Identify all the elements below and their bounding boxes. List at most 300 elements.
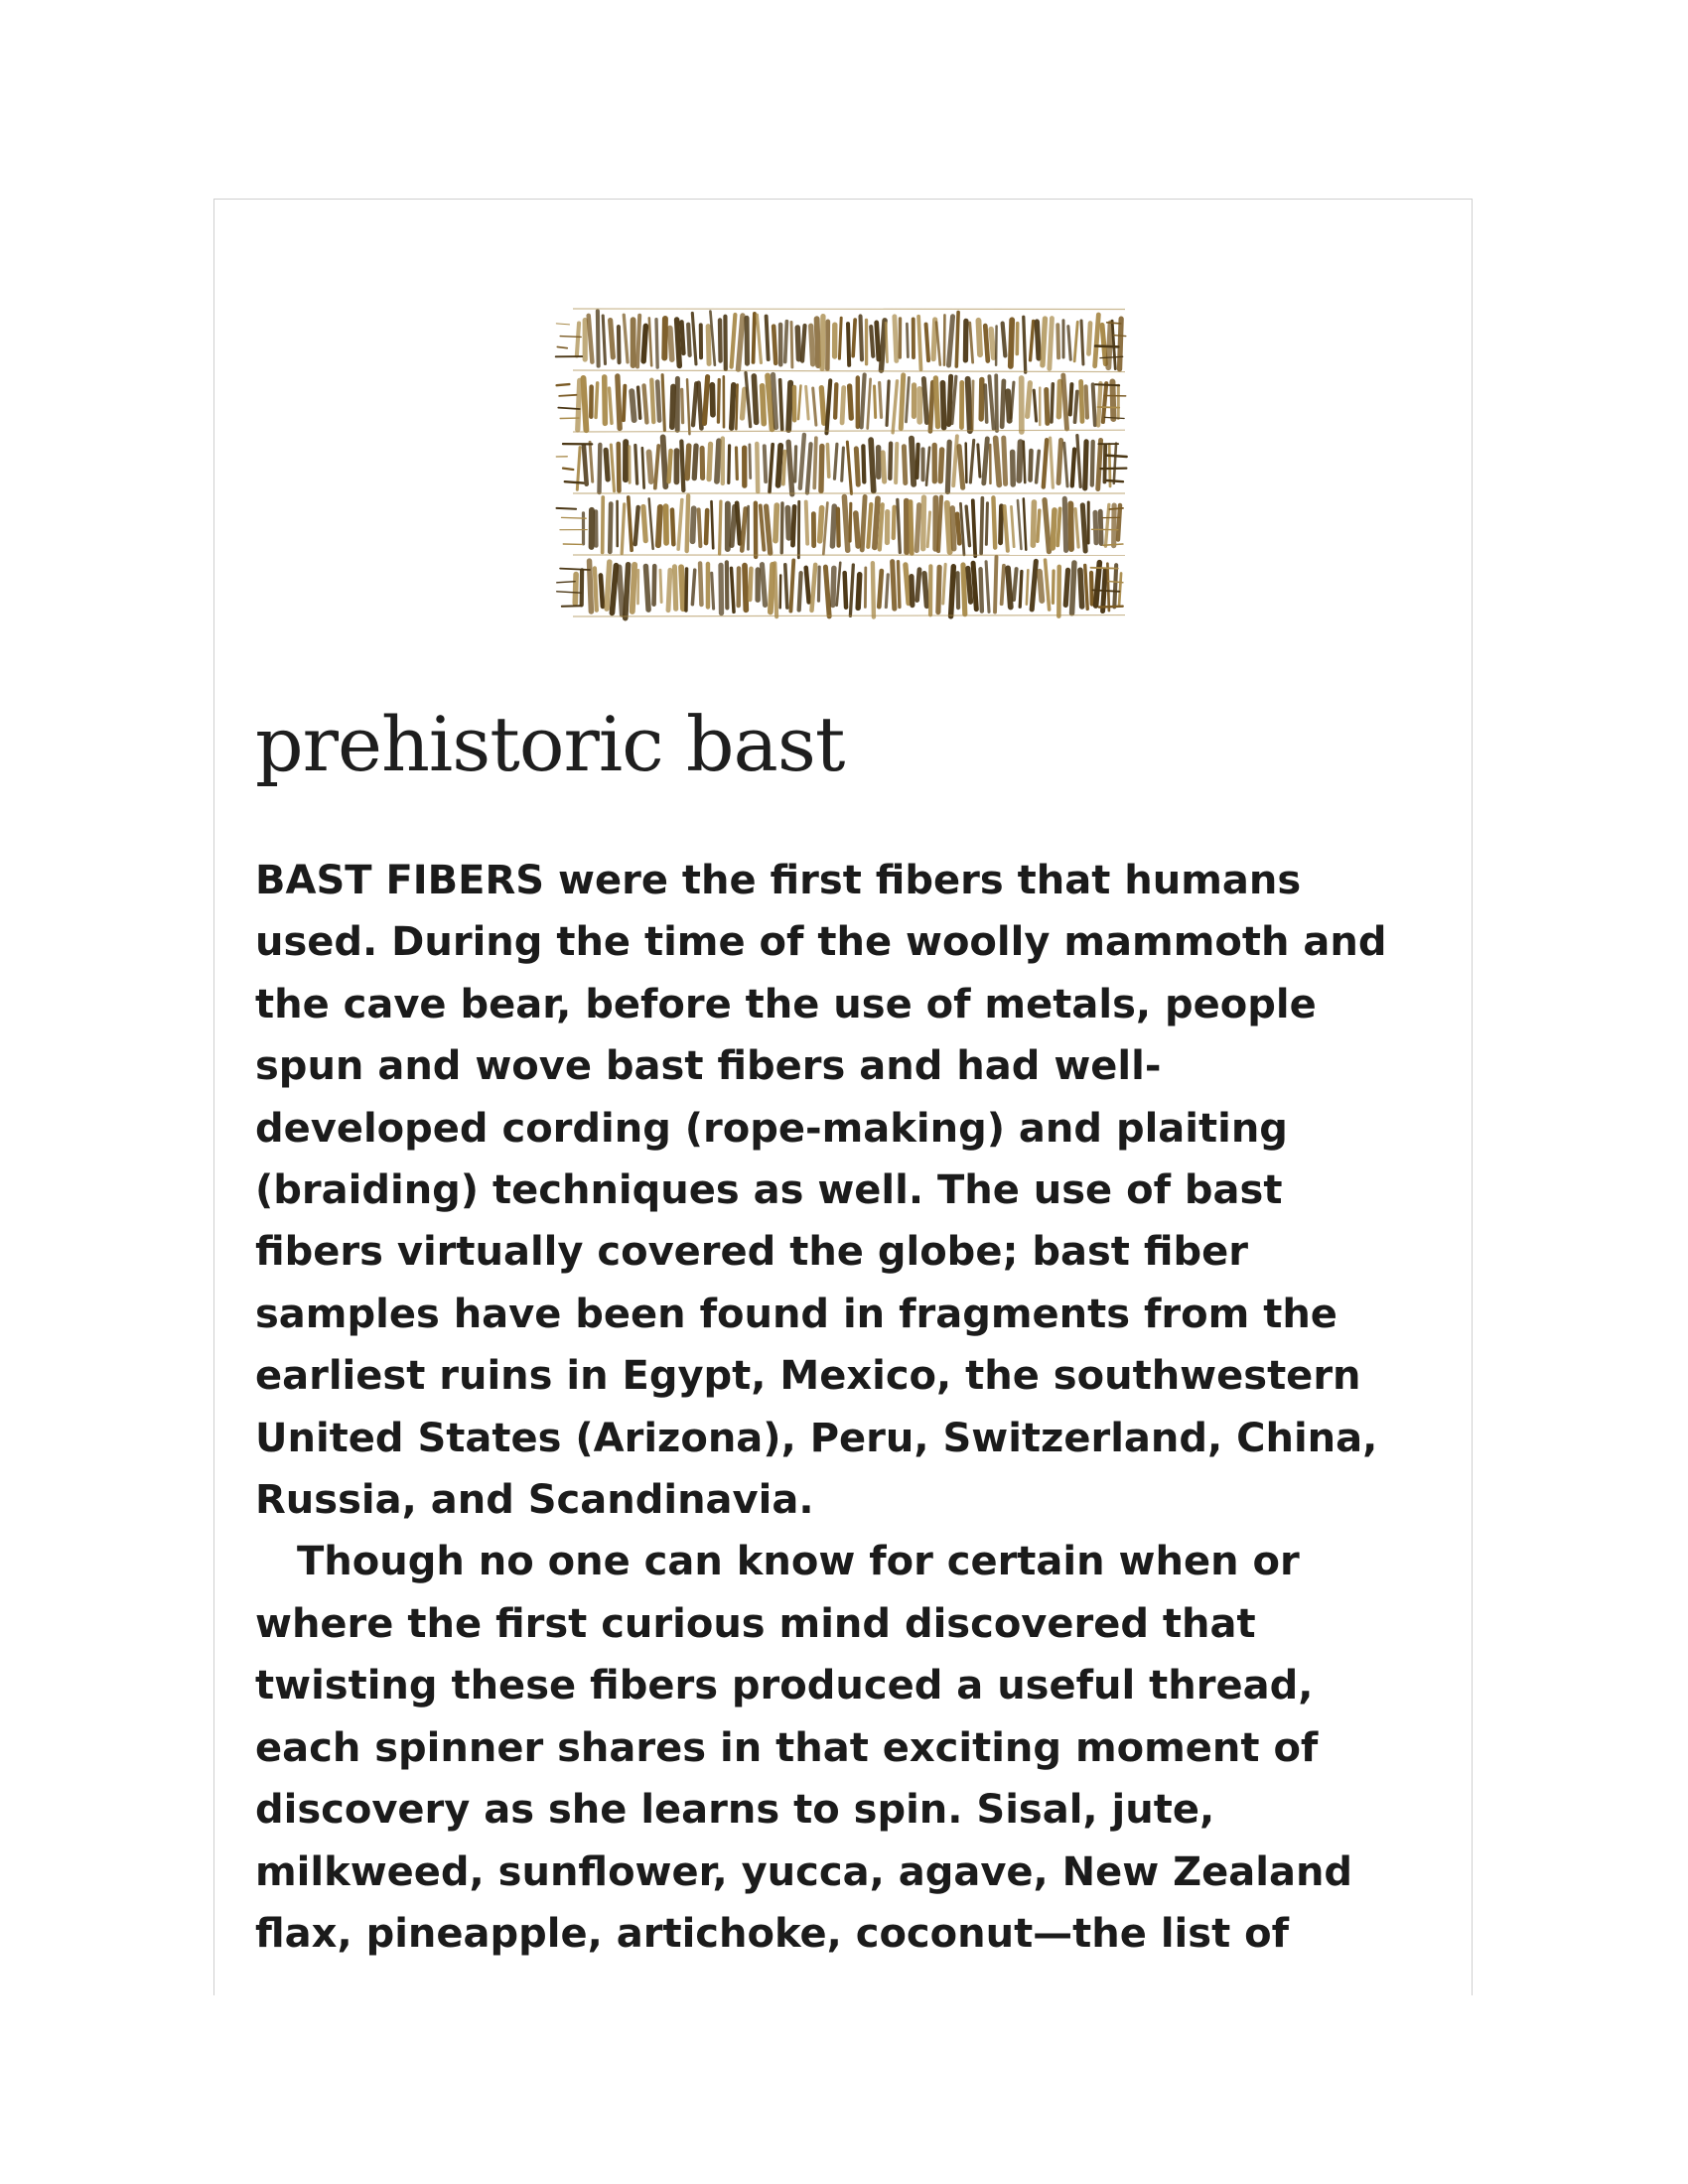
fiber-strand	[653, 444, 661, 490]
fiber-strand	[1005, 565, 1014, 610]
fiber-strand	[596, 309, 601, 367]
fiber-strand	[633, 444, 638, 485]
fiber-strand	[932, 443, 937, 484]
fiber-strand	[691, 443, 698, 480]
fiber-strand	[691, 312, 698, 366]
fiber-strand	[676, 498, 683, 551]
fiber-strand	[995, 325, 998, 366]
fiber-strand	[665, 568, 672, 613]
frayed-fiber-end	[1095, 384, 1119, 385]
fiber-strand	[978, 377, 984, 422]
fiber-strand	[778, 323, 783, 367]
fiber-strand	[784, 505, 791, 541]
fiber-strand	[1077, 567, 1085, 610]
fiber-strand	[723, 375, 726, 429]
fiber-strand	[811, 386, 817, 426]
fiber-strand	[748, 566, 754, 602]
fiber-strand	[993, 555, 998, 614]
fiber-strand	[684, 493, 690, 553]
fiber-strand	[1010, 505, 1016, 548]
fiber-strand	[723, 315, 728, 371]
frayed-fiber-end	[1091, 568, 1118, 569]
text-line: samples have been found in fragments from the	[255, 1291, 1337, 1337]
fiber-strand	[803, 565, 811, 605]
text-line: the cave bear, before the use of metals, people	[255, 981, 1317, 1027]
fiber-strand	[742, 563, 749, 614]
fiber-strand	[623, 439, 629, 482]
fiber-strand	[572, 572, 579, 607]
fiber-strand	[892, 314, 899, 363]
fiber-strand	[684, 443, 691, 480]
fiber-strand	[1091, 382, 1097, 427]
fiber-strand	[640, 323, 648, 363]
fiber-strand	[1087, 500, 1090, 544]
fiber-strand	[721, 436, 725, 485]
body-text	[255, 850, 1457, 1965]
fiber-strand	[840, 446, 845, 481]
fiber-strand	[797, 500, 800, 559]
fiber-strand	[851, 318, 857, 357]
fiber-strand	[818, 444, 824, 493]
fiber-strand	[794, 325, 801, 361]
text-line: used. During the time of the woolly mammoth and	[255, 919, 1387, 966]
fiber-strand	[1070, 447, 1077, 487]
fiber-strand	[1012, 567, 1019, 602]
fiber-strand	[976, 443, 981, 478]
fiber-strand	[1000, 321, 1007, 357]
fiber-strand	[1022, 497, 1027, 551]
fiber-strand	[1075, 434, 1082, 488]
fiber-strand	[647, 497, 654, 550]
frayed-fiber-end	[557, 346, 567, 347]
fiber-strand	[748, 443, 752, 478]
woven-bast-fabric-image	[551, 293, 1147, 640]
fiber-strand	[928, 564, 933, 616]
fiber-strand	[635, 314, 641, 369]
fiber-strand	[906, 323, 910, 358]
fiber-strand	[975, 318, 983, 357]
fiber-strand	[846, 440, 853, 494]
fiber-strand	[955, 571, 960, 610]
fiber-strand	[885, 509, 891, 545]
fiber-strand	[697, 507, 703, 548]
fiber-strand	[798, 433, 807, 491]
frayed-fiber-end	[1099, 607, 1123, 608]
fiber-strand	[756, 313, 764, 364]
fiber-strand	[855, 572, 862, 611]
fiber-strand	[1073, 390, 1079, 425]
weft-thread	[573, 309, 1125, 310]
fiber-strand	[675, 376, 680, 433]
fiber-strand	[896, 498, 902, 555]
fiber-strand	[1079, 319, 1084, 365]
frayed-fiber-end	[1098, 407, 1120, 408]
fiber-strand	[1022, 440, 1026, 483]
fiber-strand	[783, 563, 789, 610]
fiber-strand	[744, 316, 750, 366]
fiber-strand	[1041, 438, 1049, 489]
fiber-strand	[623, 314, 630, 364]
fiber-strand	[1002, 504, 1010, 553]
frayed-fiber-end	[562, 606, 582, 607]
frayed-fiber-end	[1107, 323, 1121, 324]
fiber-strand	[1068, 382, 1074, 417]
fiber-strand	[849, 502, 853, 543]
fiber-strand	[912, 317, 915, 359]
fiber-strand	[1022, 316, 1027, 374]
fiber-strand	[1035, 449, 1041, 483]
fiber-strand	[940, 380, 947, 431]
fiber-strand	[890, 559, 897, 612]
fiber-strand	[909, 436, 916, 487]
fiber-strand	[943, 314, 946, 366]
fiber-strand	[1001, 436, 1008, 486]
fiber-strand	[869, 325, 875, 358]
paragraph-2	[255, 1531, 1457, 1965]
fiber-strand	[1103, 444, 1108, 483]
fiber-strand	[871, 561, 877, 619]
fiber-strand	[674, 448, 680, 484]
fiber-strand	[1017, 499, 1023, 551]
frayed-fiber-end	[557, 582, 576, 583]
fiber-strand	[1083, 384, 1089, 420]
fiber-strand	[706, 442, 713, 482]
fiber-strand	[608, 501, 614, 554]
fiber-strand	[699, 323, 703, 359]
fiber-strand	[582, 511, 585, 545]
fiber-strand	[710, 572, 715, 611]
page-title: prehistoric bast	[255, 700, 845, 788]
weft-thread	[573, 430, 1125, 432]
fiber-strand	[602, 314, 608, 365]
fiber-strand	[833, 382, 839, 420]
fiber-strand	[1047, 316, 1055, 371]
fiber-strand	[1028, 449, 1034, 482]
fiber-strand	[954, 311, 960, 368]
fiber-strand	[796, 571, 802, 613]
fiber-strand	[655, 379, 662, 423]
fiber-strand	[1073, 507, 1079, 549]
fiber-strand	[736, 313, 746, 372]
fiber-strand	[778, 574, 781, 609]
fiber-strand	[628, 445, 631, 484]
fiber-strand	[636, 385, 642, 420]
fiber-strand	[1066, 325, 1072, 361]
fiber-strand	[873, 384, 877, 419]
fiber-strand	[926, 510, 932, 548]
fiber-strand	[610, 443, 616, 492]
fiber-strand	[608, 386, 614, 425]
fiber-strand	[899, 317, 903, 359]
fiber-strand	[633, 505, 640, 547]
fiber-strand	[1019, 375, 1025, 435]
text-line: discovery as she learns to spin. Sisal, jute,	[255, 1787, 1215, 1834]
text-line: fibers virtually covered the globe; bast fiber	[255, 1229, 1248, 1276]
fiber-strand	[925, 446, 931, 486]
fiber-strand	[935, 565, 942, 615]
fiber-strand	[1000, 564, 1006, 606]
fiber-strand	[710, 500, 715, 550]
fiber-strand	[645, 449, 654, 484]
fiber-strand	[1078, 379, 1084, 424]
fiber-strand	[993, 435, 1003, 487]
fiber-strand	[627, 495, 633, 552]
fiber-strand	[832, 322, 838, 358]
fiber-strand	[956, 444, 965, 490]
fiber-strand	[865, 319, 868, 366]
fiber-strand	[736, 566, 741, 608]
fiber-strand	[583, 318, 588, 362]
fiber-strand	[1073, 321, 1079, 363]
fiber-strand	[763, 444, 769, 483]
fiber-strand	[1029, 320, 1036, 362]
fiber-strand	[1092, 510, 1098, 546]
fiber-strand	[1060, 372, 1069, 431]
fiber-strand	[885, 573, 890, 609]
fiber-strand	[825, 319, 830, 370]
fiber-strand	[581, 443, 589, 486]
fiber-strand	[1015, 322, 1019, 355]
fiber-strand	[846, 322, 851, 367]
text-line: BAST FIBERS were the first fibers that humans	[255, 858, 1302, 903]
fiber-strand	[691, 568, 697, 606]
fiber-strand	[909, 574, 914, 608]
frayed-fiber-end	[1095, 346, 1118, 347]
fiber-strand	[1106, 562, 1110, 612]
fiber-strand	[640, 504, 648, 544]
fiber-strand	[916, 315, 922, 371]
fiber-strand	[842, 571, 848, 610]
fiber-strand	[1089, 571, 1094, 607]
fiber-strand	[727, 444, 731, 484]
fiber-strand	[830, 566, 837, 609]
fiber-strand	[594, 509, 599, 548]
fiber-strand	[894, 442, 899, 484]
fiber-strand	[772, 324, 778, 365]
fiber-strand	[1067, 500, 1074, 552]
fiber-strand	[661, 373, 666, 432]
fiber-strand	[655, 504, 663, 549]
fiber-strand	[838, 317, 843, 360]
fiber-strand	[755, 442, 761, 494]
fiber-strand	[792, 385, 797, 423]
fiber-strand	[1098, 509, 1104, 546]
fiber-strand	[1056, 565, 1061, 618]
fiber-strand	[608, 318, 616, 360]
fiber-strand	[580, 568, 585, 607]
fiber-strand	[622, 384, 627, 423]
fiber-strand	[672, 564, 679, 612]
text-line: United States (Arizona), Peru, Switzerland, China,	[255, 1415, 1378, 1461]
fiber-strand	[752, 312, 757, 364]
fiber-strand	[765, 315, 771, 362]
frayed-fiber-end	[565, 481, 584, 482]
fiber-strand	[1069, 560, 1077, 615]
fiber-strand	[686, 378, 691, 436]
fiber-strand	[760, 562, 769, 608]
fiber-strand	[1086, 321, 1093, 356]
fiber-strand	[1061, 319, 1064, 358]
fiber-strand	[1055, 438, 1063, 485]
fiber-strand	[933, 375, 941, 429]
text-line: where the first curious mind discovered that	[255, 1600, 1256, 1647]
fiber-strand	[1062, 442, 1068, 488]
fiber-strand	[643, 564, 651, 613]
fiber-strand	[1029, 559, 1039, 613]
fiber-strand	[817, 565, 821, 602]
fiber-strand	[589, 384, 594, 419]
fiber-strand	[797, 384, 802, 420]
fiber-strand	[989, 444, 992, 484]
fiber-strand	[861, 444, 866, 483]
fiber-strand	[859, 372, 866, 429]
text-line: milkweed, sunflower, yucca, agave, New Zealand	[255, 1848, 1353, 1895]
fiber-strand	[686, 323, 692, 358]
frayed-fiber-end	[1104, 417, 1124, 418]
fiber-strand	[709, 382, 715, 418]
fiber-strand	[981, 436, 990, 485]
fiber-strand	[840, 385, 847, 425]
fiber-strand	[773, 502, 779, 543]
fiber-strand	[754, 500, 759, 559]
fiber-strand	[783, 320, 789, 364]
fiber-strand	[747, 505, 750, 551]
fiber-strand	[1062, 496, 1069, 553]
fiber-strand	[921, 447, 925, 481]
fiber-strand	[706, 562, 711, 610]
fiber-strand	[679, 439, 685, 492]
fiber-strand	[888, 441, 893, 480]
fiber-strand	[735, 446, 739, 480]
frayed-fiber-end	[1109, 508, 1123, 509]
fiber-strand	[1044, 387, 1050, 426]
fiber-strand	[780, 501, 784, 554]
frayed-fiber-end	[557, 508, 577, 509]
fiber-strand	[602, 374, 608, 426]
fiber-strand	[1000, 378, 1007, 429]
fiber-strand	[718, 563, 724, 616]
text-line: earliest ruins in Egypt, Mexico, the southwestern	[255, 1353, 1361, 1400]
fiber-strand	[689, 505, 696, 544]
text-line: Russia, and Scandinavia.	[255, 1477, 814, 1524]
fiber-strand	[800, 324, 807, 363]
fiber-strand	[964, 504, 971, 547]
frayed-fiber-end	[563, 469, 573, 470]
fiber-strand	[1026, 569, 1030, 606]
frayed-fiber-end	[1100, 469, 1126, 470]
fiber-strand	[854, 446, 861, 487]
frayed-fiber-end	[1113, 336, 1125, 337]
fiber-strand	[985, 501, 989, 546]
fiber-strand	[704, 508, 710, 546]
fiber-strand	[968, 322, 974, 364]
fiber-strand	[923, 323, 930, 363]
fiber-strand	[729, 313, 737, 369]
fiber-strand	[945, 440, 952, 495]
fiber-strand	[603, 448, 611, 482]
paragraph-1	[255, 850, 1457, 1531]
fiber-strand	[892, 505, 897, 541]
fiber-strand	[849, 563, 855, 617]
fiber-strand	[1037, 569, 1046, 605]
fiber-strand	[937, 447, 944, 483]
weft-thread	[573, 615, 1125, 616]
fiber-strand	[1010, 450, 1016, 487]
fiber-strand	[790, 321, 794, 368]
fiber-strand	[640, 447, 645, 489]
fiber-strand	[991, 495, 997, 550]
frayed-fiber-end	[562, 517, 587, 518]
fiber-strand	[1117, 384, 1120, 420]
fiber-strand	[667, 326, 675, 363]
fiber-strand	[718, 499, 723, 555]
frayed-fiber-end	[559, 395, 576, 396]
fiber-strand	[742, 445, 747, 487]
fiber-strand	[617, 325, 622, 364]
fiber-strand	[858, 314, 864, 361]
fiber-strand	[856, 375, 860, 429]
fiber-strand	[1090, 440, 1095, 487]
fiber-strand	[601, 495, 605, 554]
fiber-strand	[914, 443, 919, 479]
fiber-strand	[836, 506, 841, 547]
fiber-strand	[663, 503, 669, 546]
text-line: flax, pineapple, artichoke, coconut—the list of	[255, 1910, 1289, 1957]
fiber-strand	[941, 563, 947, 606]
fiber-strand	[1092, 312, 1101, 368]
fiber-strand	[971, 498, 977, 558]
fiber-strand	[864, 566, 867, 608]
text-line: Though no one can know for certain when or	[297, 1539, 1300, 1585]
fiber-strand	[658, 569, 662, 604]
fiber-strand	[594, 381, 599, 419]
fiber-strand	[718, 318, 723, 362]
fiber-strand	[793, 445, 797, 482]
fiber-strand	[877, 569, 885, 610]
fiber-strand	[1080, 502, 1088, 553]
fiber-strand	[1039, 386, 1042, 426]
weft-thread	[573, 370, 1125, 372]
fiber-strand	[891, 379, 899, 435]
fiber-strand	[760, 383, 768, 427]
fiber-strand	[979, 496, 984, 555]
fiber-strand	[1040, 316, 1048, 368]
fiber-strand	[805, 442, 813, 495]
fiber-strand	[885, 379, 890, 427]
text-line: twisting these fibers produced a useful thread,	[255, 1663, 1314, 1709]
fiber-strand	[959, 380, 964, 430]
frayed-fiber-end	[556, 324, 569, 325]
fiber-strand	[1055, 323, 1060, 359]
frayed-fiber-end	[1107, 480, 1123, 481]
frayed-fiber-end	[1106, 456, 1127, 457]
fiber-strand	[788, 558, 795, 613]
fiber-strand	[946, 314, 955, 368]
fiber-strand	[963, 319, 969, 363]
fiber-strand	[868, 437, 877, 493]
fiber-strand	[661, 316, 668, 361]
fiber-strand	[684, 567, 688, 613]
fiber-strand	[1025, 380, 1033, 419]
text-line: developed cording (rope-making) and plaiting	[255, 1105, 1288, 1152]
fiber-strand	[629, 388, 637, 423]
fiber-strand	[1063, 568, 1071, 609]
fiber-strand	[866, 377, 872, 429]
fiber-strand	[680, 388, 684, 425]
fiber-strand	[984, 560, 990, 614]
fiber-strand	[847, 383, 854, 421]
fiber-strand	[804, 500, 810, 546]
